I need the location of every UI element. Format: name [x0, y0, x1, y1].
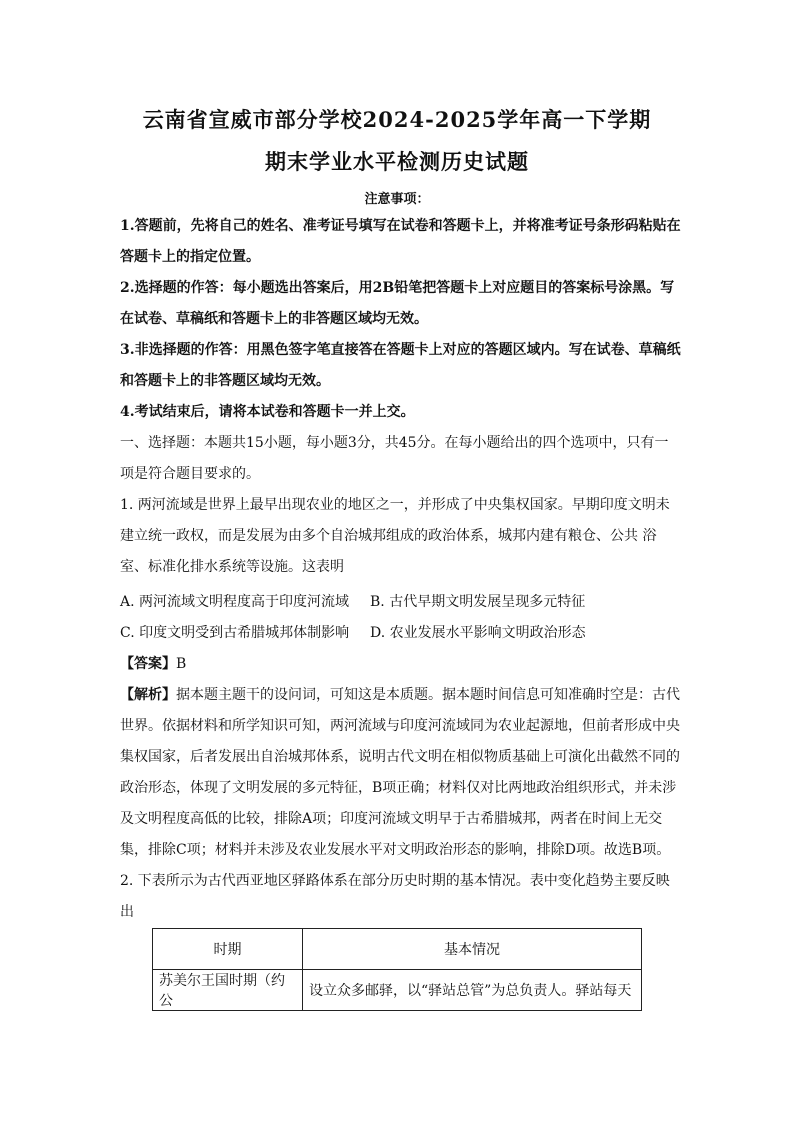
- option-b: B. 古代早期文明发展呈现多元特征: [370, 594, 586, 610]
- answer-label: 【答案】: [120, 656, 176, 672]
- exam-title-line1: 云南省宣威市部分学校2024-2025学年高一下学期: [142, 107, 652, 132]
- table-row: [153, 970, 642, 1011]
- question-1-options-row1: [120, 592, 585, 612]
- option-c: C. 印度文明受到古希腊城邦体制影响: [120, 625, 350, 641]
- notice-item: 4.考试结束后，请将本试卷和答题卡一并上交。: [120, 404, 415, 420]
- notice-heading: 注意事项：: [364, 192, 430, 207]
- notice-item: 1.答题前，先将自己的姓名、准考证号填写在试卷和答题卡上，并将准考证号条形码粘贴在答题卡上的指定位置。: [120, 218, 681, 265]
- question-1-options-row2: [120, 623, 586, 643]
- answer-value: B: [176, 656, 187, 672]
- table-cell-period: 苏美尔王国时期（约公: [153, 970, 303, 1011]
- notice-item: 2.选择题的作答：每小题选出答案后，用2B铅笔把答题卡上对应题目的答案标号涂黑。写在试卷、草稿纸和答题卡上的非答题区域均无效。: [120, 280, 675, 327]
- table-cell-situation: 设立众多邮驿，以“驿站总管”为总负责人。驿站每天: [303, 970, 642, 1011]
- analysis-text: 据本题主题干的设问词，可知这是本质题。据本题时间信息可知准确时空是：古代世界。依据材料和所学知识可知，两河流域与印度河流域同为农业起源地，但前者形成中央集权国家，后者发展出自治城邦体系，说明古代文明在相似物质基础上可演化出截然不同的政治形态，体现了文明发展的多元特征，B项正确；材料仅对比两地政治组织形式，并未涉及文明程度高低的比较，排除A项；印度河流域文明早于古希腊城邦，两者在时间上无交集，排除C项；材料并未涉及农业发展水平对文明政治形态的影响，排除D项。故选B项。: [120, 687, 680, 858]
- question-2-table: [152, 928, 642, 1011]
- notice-item: 3.非选择题的作答：用黑色签字笔直接答在答题卡上对应的答题区域内。写在试卷、草稿纸和答题卡上的非答题区域均无效。: [120, 342, 681, 389]
- option-a: A. 两河流域文明程度高于印度河流域: [120, 594, 350, 610]
- question-1-answer: [120, 654, 186, 674]
- question-1-stem: 1. 两河流域是世界上最早出现农业的地区之一，并形成了中央集权国家。早期印度文明未建立统一政权，而是发展为由多个自治城邦组成的政治体系，城邦内建有粮仓、公共 浴室、标准化排水系统等设施。这表明: [120, 497, 670, 575]
- option-d: D. 农业发展水平影响文明政治形态: [370, 625, 586, 641]
- question-1-analysis: [120, 680, 682, 866]
- question-2-stem: 2. 下表所示为古代西亚地区驿路体系在部分历史时期的基本情况。表中变化趋势主要反映出: [120, 873, 670, 920]
- table-header-period: 时期: [153, 929, 303, 970]
- table-header-situation: 基本情况: [303, 929, 642, 970]
- exam-title-line2: 期末学业水平检测历史试题: [265, 149, 529, 174]
- section-intro: 一、选择题：本题共15小题，每小题3分，共45分。在每小题给出的四个选项中，只有一项是符合题目要求的。: [120, 435, 669, 482]
- table-header-row: [153, 929, 642, 970]
- analysis-label: 【解析】: [120, 687, 176, 703]
